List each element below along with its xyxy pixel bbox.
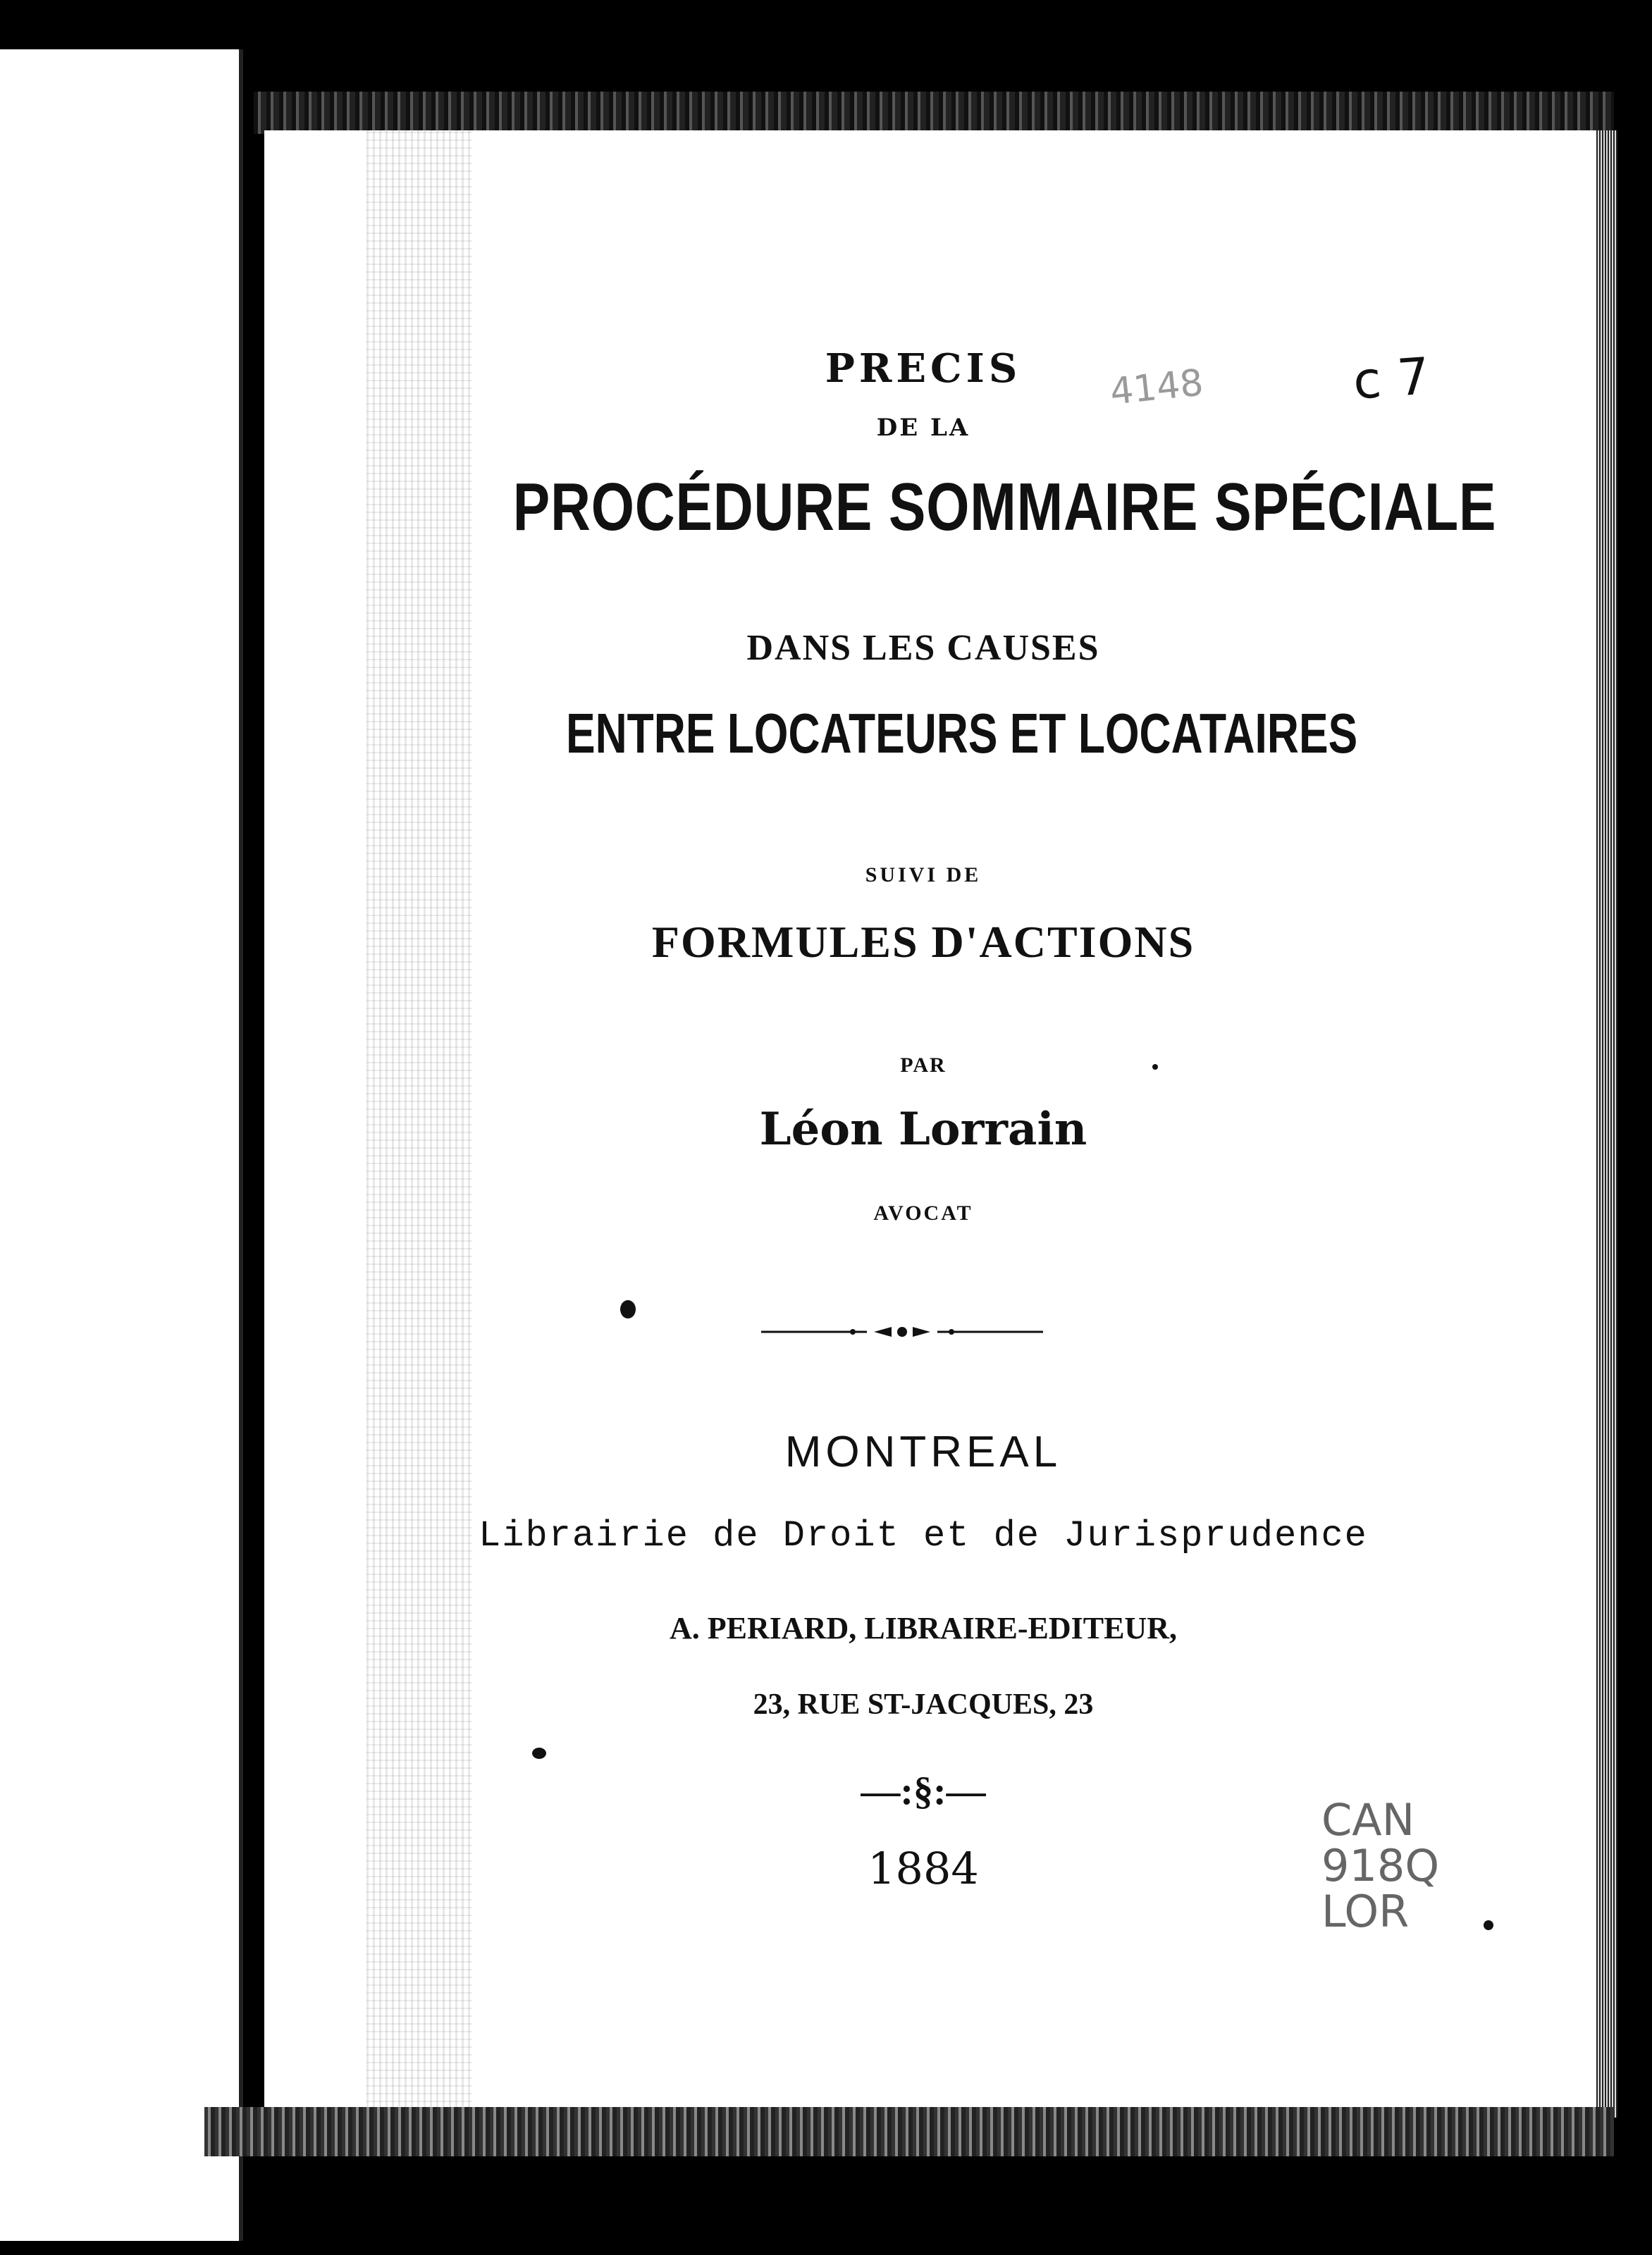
ink-speck [1484,1920,1493,1930]
gutter-speckle [366,130,472,2118]
ornamental-rule [761,1325,1043,1339]
ink-speck [620,1300,636,1318]
subtitle-entre: ENTRE LOCATEURS ET LOCATAIRES [566,702,1358,765]
author-profession: AVOCAT [873,1201,973,1225]
pencil-accession-number: 4148 [1108,362,1206,414]
top-scan-border [254,92,1614,134]
subtitle-dans-les-causes: DANS LES CAUSES [746,628,1100,668]
call-number-stamp [1321,1794,1440,1938]
author-name: Léon Lorrain [759,1103,1087,1156]
imprint-bookshop: Librairie de Droit et de Jurisprudence [479,1515,1368,1557]
main-title: PROCÉDURE SOMMAIRE SPÉCIALE [512,469,1497,545]
page-fore-edge [1596,130,1617,2118]
ink-speck [1152,1064,1158,1070]
imprint-address: 23, RUE ST-JACQUES, 23 [753,1688,1094,1721]
heading-precis: PRECIS [825,345,1022,392]
subtitle-suivi-de: SUIVI DE [865,863,982,886]
call-number-line: CAN [1321,1794,1415,1846]
ink-speck [532,1748,546,1759]
call-number-line: 918Q [1321,1840,1440,1892]
heading-de-la: DE LA [876,414,970,442]
subtitle-formules: FORMULES D'ACTIONS [651,917,1195,967]
imprint-city: MONTREAL [784,1428,1062,1476]
section-mark: —:§:— [861,1769,986,1813]
byline-par: PAR [900,1054,947,1077]
imprint-publisher: A. PERIARD, LIBRAIRE-EDITEUR, [670,1611,1177,1645]
left-facing-page-edge [0,49,243,2241]
publication-year: 1884 [868,1843,979,1894]
call-number-line: LOR [1321,1886,1410,1938]
ink-shelf-mark: c 7 [1351,346,1432,411]
